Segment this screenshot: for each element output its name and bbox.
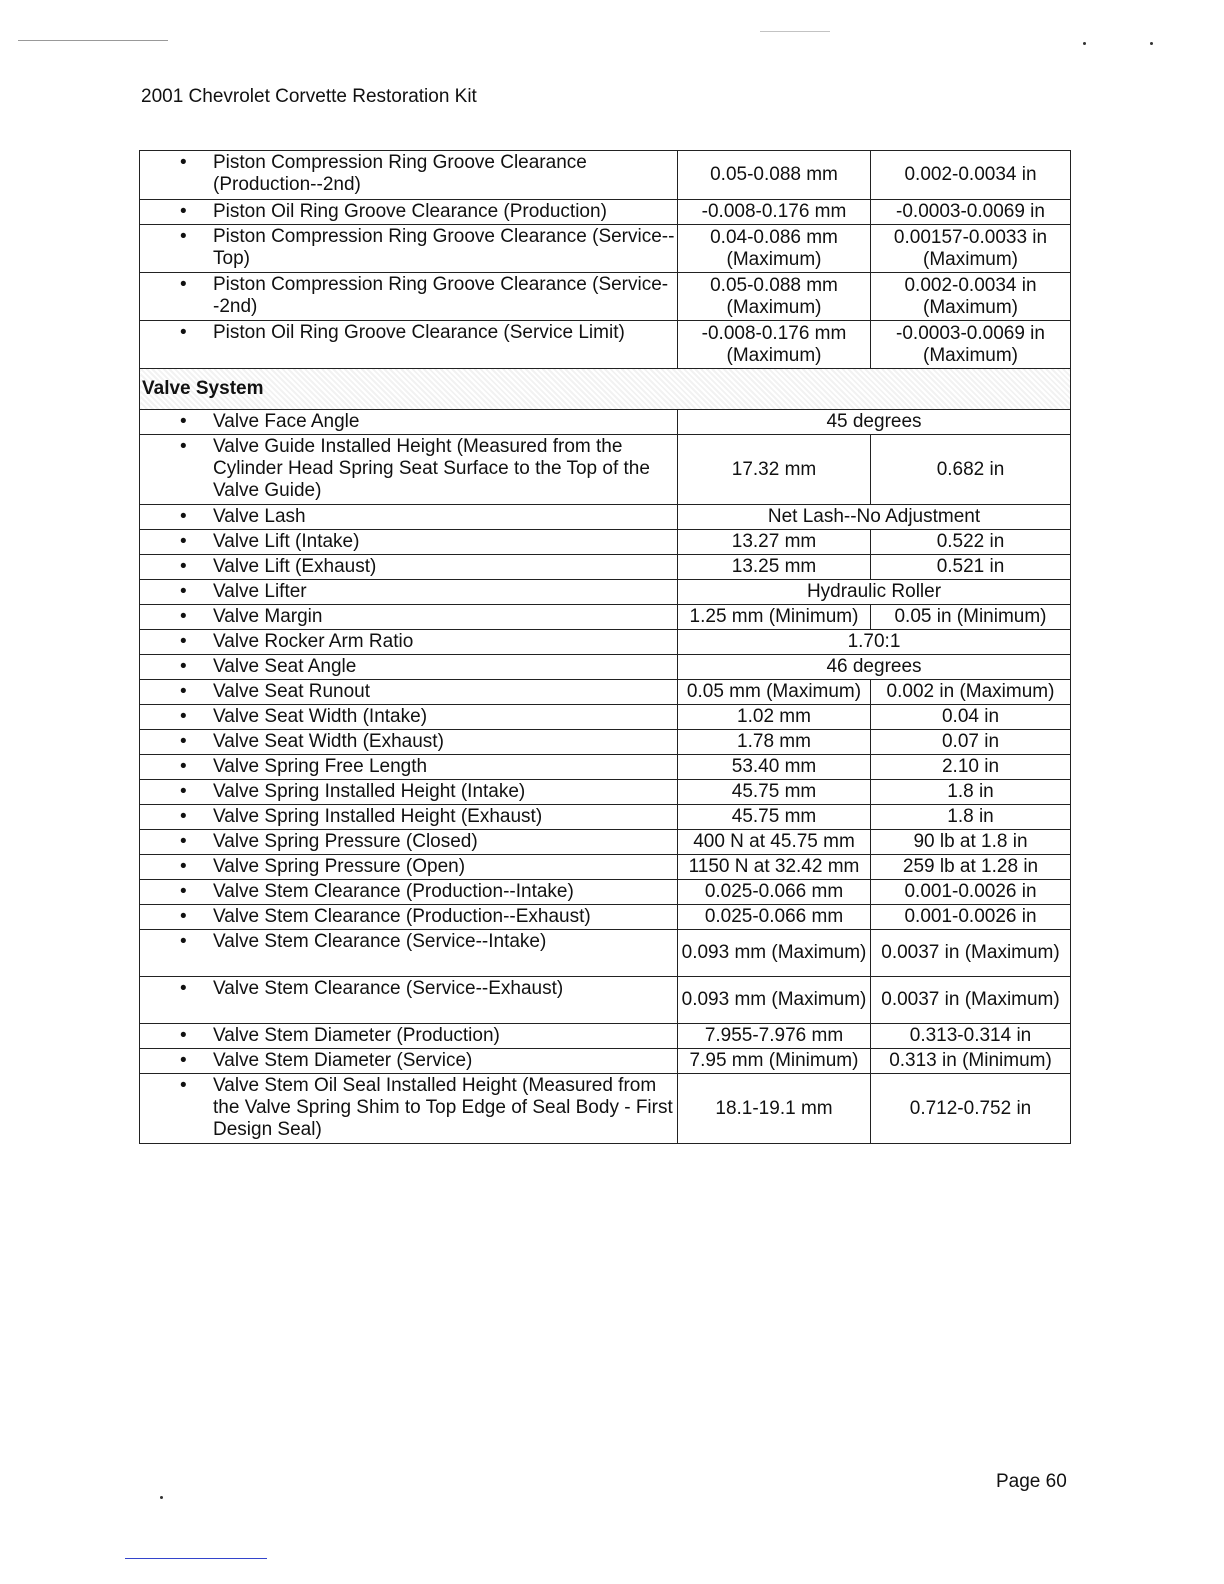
spec-metric: 18.1-19.1 mm	[678, 1074, 871, 1144]
table-row	[140, 505, 1071, 530]
bullet-icon: •	[180, 931, 187, 952]
table-row	[140, 530, 1071, 555]
table-row	[140, 730, 1071, 755]
table-row	[140, 805, 1071, 830]
spec-metric: 0.04-0.086 mm (Maximum)	[678, 225, 871, 273]
spec-name: Valve Seat Width (Intake)	[213, 706, 428, 727]
bullet-icon: •	[180, 411, 187, 432]
spec-metric: 0.05-0.088 mm	[678, 151, 871, 200]
spec-name: Valve Spring Installed Height (Exhaust)	[213, 806, 543, 827]
spec-name: Valve Seat Runout	[213, 681, 371, 702]
table-row	[140, 435, 1071, 505]
spec-metric: 0.025-0.066 mm	[678, 905, 871, 930]
spec-name: Piston Oil Ring Groove Clearance (Production)	[213, 201, 607, 222]
spec-name: Valve Stem Clearance (Production--Exhaust)	[213, 906, 591, 927]
spec-name: Piston Compression Ring Groove Clearance (Service--Top)	[213, 226, 675, 269]
bullet-icon: •	[180, 226, 187, 247]
spec-metric: -0.008-0.176 mm (Maximum)	[678, 321, 871, 369]
spec-combined: 45 degrees	[678, 410, 1071, 435]
bullet-icon: •	[180, 531, 187, 552]
bullet-icon: •	[180, 436, 187, 457]
table-row	[140, 580, 1071, 605]
bullet-icon: •	[180, 506, 187, 527]
spec-name: Valve Face Angle	[213, 411, 360, 432]
spec-metric: 1.25 mm (Minimum)	[678, 605, 871, 630]
bullet-icon: •	[180, 806, 187, 827]
spec-combined: Hydraulic Roller	[678, 580, 1071, 605]
table-row	[140, 630, 1071, 655]
scan-artifact	[18, 40, 168, 41]
spec-english: 259 lb at 1.28 in	[871, 855, 1071, 880]
scan-artifact	[760, 31, 830, 32]
bullet-icon: •	[180, 631, 187, 652]
spec-table	[139, 150, 1071, 1144]
table-row	[140, 855, 1071, 880]
spec-name: Valve Guide Installed Height (Measured from the Cylinder Head Spring Seat Surface to the Top of the Valve Guide)	[213, 436, 650, 501]
spec-english: 1.8 in	[871, 805, 1071, 830]
table-row	[140, 225, 1071, 273]
spec-metric: 0.025-0.066 mm	[678, 880, 871, 905]
spec-metric: 45.75 mm	[678, 805, 871, 830]
spec-name: Valve Spring Pressure (Open)	[213, 856, 466, 877]
spec-metric: 45.75 mm	[678, 780, 871, 805]
bullet-icon: •	[180, 556, 187, 577]
table-row	[140, 200, 1071, 225]
spec-english: 0.521 in	[871, 555, 1071, 580]
table-row	[140, 755, 1071, 780]
spec-metric: 400 N at 45.75 mm	[678, 830, 871, 855]
spec-metric: 1.78 mm	[678, 730, 871, 755]
table-row	[140, 680, 1071, 705]
section-title: Valve System	[140, 369, 1071, 410]
bullet-icon: •	[180, 656, 187, 677]
table-row	[140, 830, 1071, 855]
spec-name: Valve Spring Pressure (Closed)	[213, 831, 478, 852]
section-row	[140, 369, 1071, 410]
spec-english: 0.07 in	[871, 730, 1071, 755]
spec-english: -0.0003-0.0069 in	[871, 200, 1071, 225]
table-row	[140, 880, 1071, 905]
spec-english: 0.002 in (Maximum)	[871, 680, 1071, 705]
table-row	[140, 780, 1071, 805]
spec-english: 0.522 in	[871, 530, 1071, 555]
spec-english: 0.001-0.0026 in	[871, 880, 1071, 905]
bullet-icon: •	[180, 152, 187, 173]
bullet-icon: •	[180, 322, 187, 343]
spec-name: Piston Oil Ring Groove Clearance (Service Limit)	[213, 322, 625, 343]
spec-name: Valve Lash	[213, 506, 306, 527]
table-row	[140, 273, 1071, 321]
bullet-icon: •	[180, 606, 187, 627]
spec-name: Valve Stem Oil Seal Installed Height (Measured from the Valve Spring Shim to Top Edge of Seal Body - First Design Seal)	[213, 1075, 673, 1140]
table-row	[140, 321, 1071, 369]
spec-name: Piston Compression Ring Groove Clearance (Production--2nd)	[213, 152, 587, 195]
scan-artifact	[160, 1496, 163, 1499]
spec-metric: -0.008-0.176 mm	[678, 200, 871, 225]
spec-metric: 0.05 mm (Maximum)	[678, 680, 871, 705]
bullet-icon: •	[180, 856, 187, 877]
spec-name: Valve Stem Clearance (Service--Exhaust)	[213, 978, 564, 999]
scan-artifact	[1150, 42, 1153, 45]
spec-english: 0.313 in (Minimum)	[871, 1049, 1071, 1074]
scan-artifact	[1083, 42, 1086, 45]
spec-name: Valve Margin	[213, 606, 323, 627]
spec-name: Valve Stem Clearance (Production--Intake)	[213, 881, 574, 902]
spec-name: Valve Spring Free Length	[213, 756, 428, 777]
spec-name: Valve Seat Angle	[213, 656, 357, 677]
bullet-icon: •	[180, 881, 187, 902]
spec-english: -0.0003-0.0069 in (Maximum)	[871, 321, 1071, 369]
bullet-icon: •	[180, 581, 187, 602]
spec-metric: 1150 N at 32.42 mm	[678, 855, 871, 880]
table-row	[140, 705, 1071, 730]
bullet-icon: •	[180, 1050, 187, 1071]
bullet-icon: •	[180, 831, 187, 852]
table-row	[140, 555, 1071, 580]
bullet-icon: •	[180, 731, 187, 752]
table-row	[140, 1049, 1071, 1074]
bullet-icon: •	[180, 1025, 187, 1046]
spec-metric: 0.093 mm (Maximum)	[678, 930, 871, 977]
spec-name: Valve Rocker Arm Ratio	[213, 631, 414, 652]
spec-name: Valve Stem Diameter (Production)	[213, 1025, 500, 1046]
bullet-icon: •	[180, 1075, 187, 1096]
table-row	[140, 1074, 1071, 1144]
spec-metric: 0.093 mm (Maximum)	[678, 977, 871, 1024]
page-number: Page 60	[996, 1471, 1067, 1492]
spec-english: 0.712-0.752 in	[871, 1074, 1071, 1144]
spec-metric: 1.02 mm	[678, 705, 871, 730]
spec-english: 90 lb at 1.8 in	[871, 830, 1071, 855]
spec-name: Valve Lift (Intake)	[213, 531, 360, 552]
spec-combined: 1.70:1	[678, 630, 1071, 655]
spec-english: 0.0037 in (Maximum)	[871, 977, 1071, 1024]
table-row	[140, 605, 1071, 630]
spec-metric: 13.27 mm	[678, 530, 871, 555]
spec-metric: 0.05-0.088 mm (Maximum)	[678, 273, 871, 321]
bullet-icon: •	[180, 706, 187, 727]
spec-english: 0.001-0.0026 in	[871, 905, 1071, 930]
footer-rule	[125, 1558, 267, 1559]
table-row	[140, 151, 1071, 200]
spec-english: 0.05 in (Minimum)	[871, 605, 1071, 630]
bullet-icon: •	[180, 906, 187, 927]
spec-combined: Net Lash--No Adjustment	[678, 505, 1071, 530]
spec-english: 0.002-0.0034 in	[871, 151, 1071, 200]
table-row	[140, 930, 1071, 977]
table-row	[140, 977, 1071, 1024]
document-header: 2001 Chevrolet Corvette Restoration Kit	[141, 86, 477, 107]
bullet-icon: •	[180, 201, 187, 222]
spec-english: 0.002-0.0034 in (Maximum)	[871, 273, 1071, 321]
spec-name: Valve Stem Diameter (Service)	[213, 1050, 473, 1071]
spec-english: 1.8 in	[871, 780, 1071, 805]
spec-metric: 53.40 mm	[678, 755, 871, 780]
bullet-icon: •	[180, 681, 187, 702]
spec-english: 0.0037 in (Maximum)	[871, 930, 1071, 977]
table-row	[140, 1024, 1071, 1049]
table-row	[140, 905, 1071, 930]
bullet-icon: •	[180, 756, 187, 777]
spec-english: 0.313-0.314 in	[871, 1024, 1071, 1049]
spec-name: Valve Seat Width (Exhaust)	[213, 731, 444, 752]
spec-name: Valve Lifter	[213, 581, 307, 602]
bullet-icon: •	[180, 781, 187, 802]
table-row	[140, 410, 1071, 435]
spec-metric: 13.25 mm	[678, 555, 871, 580]
table-row	[140, 655, 1071, 680]
spec-metric: 17.32 mm	[678, 435, 871, 505]
spec-english: 0.04 in	[871, 705, 1071, 730]
spec-name: Valve Stem Clearance (Service--Intake)	[213, 931, 547, 952]
bullet-icon: •	[180, 978, 187, 999]
spec-metric: 7.955-7.976 mm	[678, 1024, 871, 1049]
spec-name: Valve Spring Installed Height (Intake)	[213, 781, 526, 802]
spec-english: 0.00157-0.0033 in (Maximum)	[871, 225, 1071, 273]
spec-english: 0.682 in	[871, 435, 1071, 505]
spec-combined: 46 degrees	[678, 655, 1071, 680]
bullet-icon: •	[180, 274, 187, 295]
spec-metric: 7.95 mm (Minimum)	[678, 1049, 871, 1074]
spec-english: 2.10 in	[871, 755, 1071, 780]
spec-name: Piston Compression Ring Groove Clearance (Service--2nd)	[213, 274, 669, 317]
spec-name: Valve Lift (Exhaust)	[213, 556, 377, 577]
